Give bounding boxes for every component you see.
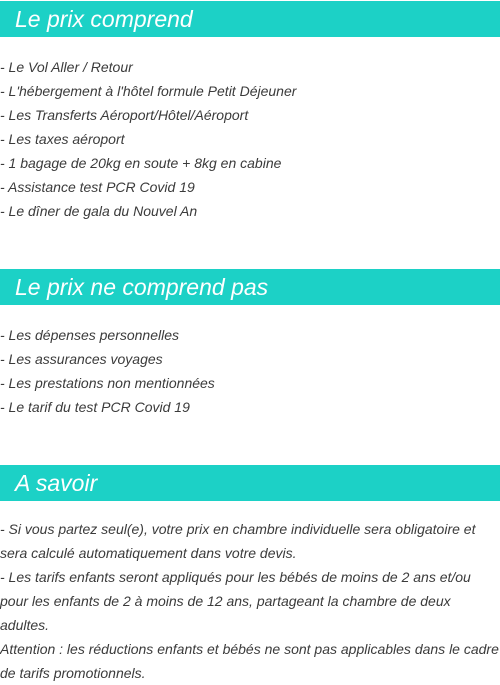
list-item: - Le tarif du test PCR Covid 19 [0, 399, 190, 415]
list-item: - Le Vol Aller / Retour [0, 59, 133, 75]
section-title-not-included: Le prix ne comprend pas [0, 269, 500, 305]
not-included-list [0, 323, 500, 419]
list-item: - Les prestations non mentionnées [0, 375, 215, 391]
section-title-included: Le prix comprend [0, 1, 500, 37]
a-savoir-text [0, 517, 500, 685]
list-item: - Assistance test PCR Covid 19 [0, 179, 195, 195]
included-list [0, 55, 500, 223]
info-paragraph: Attention : les réductions enfants et bébés ne sont pas applicables dans le cadre de tarifs promotionnels. [0, 641, 499, 681]
list-item: - Les dépenses personnelles [0, 327, 180, 343]
info-paragraph: - Si vous partez seul(e), votre prix en chambre individuelle sera obligatoire et sera calculé automatiquement dans votre devis. [0, 521, 476, 561]
list-item: - 1 bagage de 20kg en soute + 8kg en cabine [0, 155, 282, 171]
section-title-a-savoir: A savoir [0, 465, 500, 501]
list-item: - Les Transferts Aéroport/Hôtel/Aéroport [0, 107, 249, 123]
info-paragraph: - Les tarifs enfants seront appliqués pour les bébés de moins de 2 ans et/ou pour les enfants de 2 à moins de 12 ans, partageant la chambre de deux adultes. [0, 569, 471, 633]
list-item: - Les taxes aéroport [0, 131, 125, 147]
list-item: - L'hébergement à l'hôtel formule Petit Déjeuner [0, 83, 297, 99]
list-item: - Les assurances voyages [0, 351, 163, 367]
list-item: - Le dîner de gala du Nouvel An [0, 203, 198, 219]
